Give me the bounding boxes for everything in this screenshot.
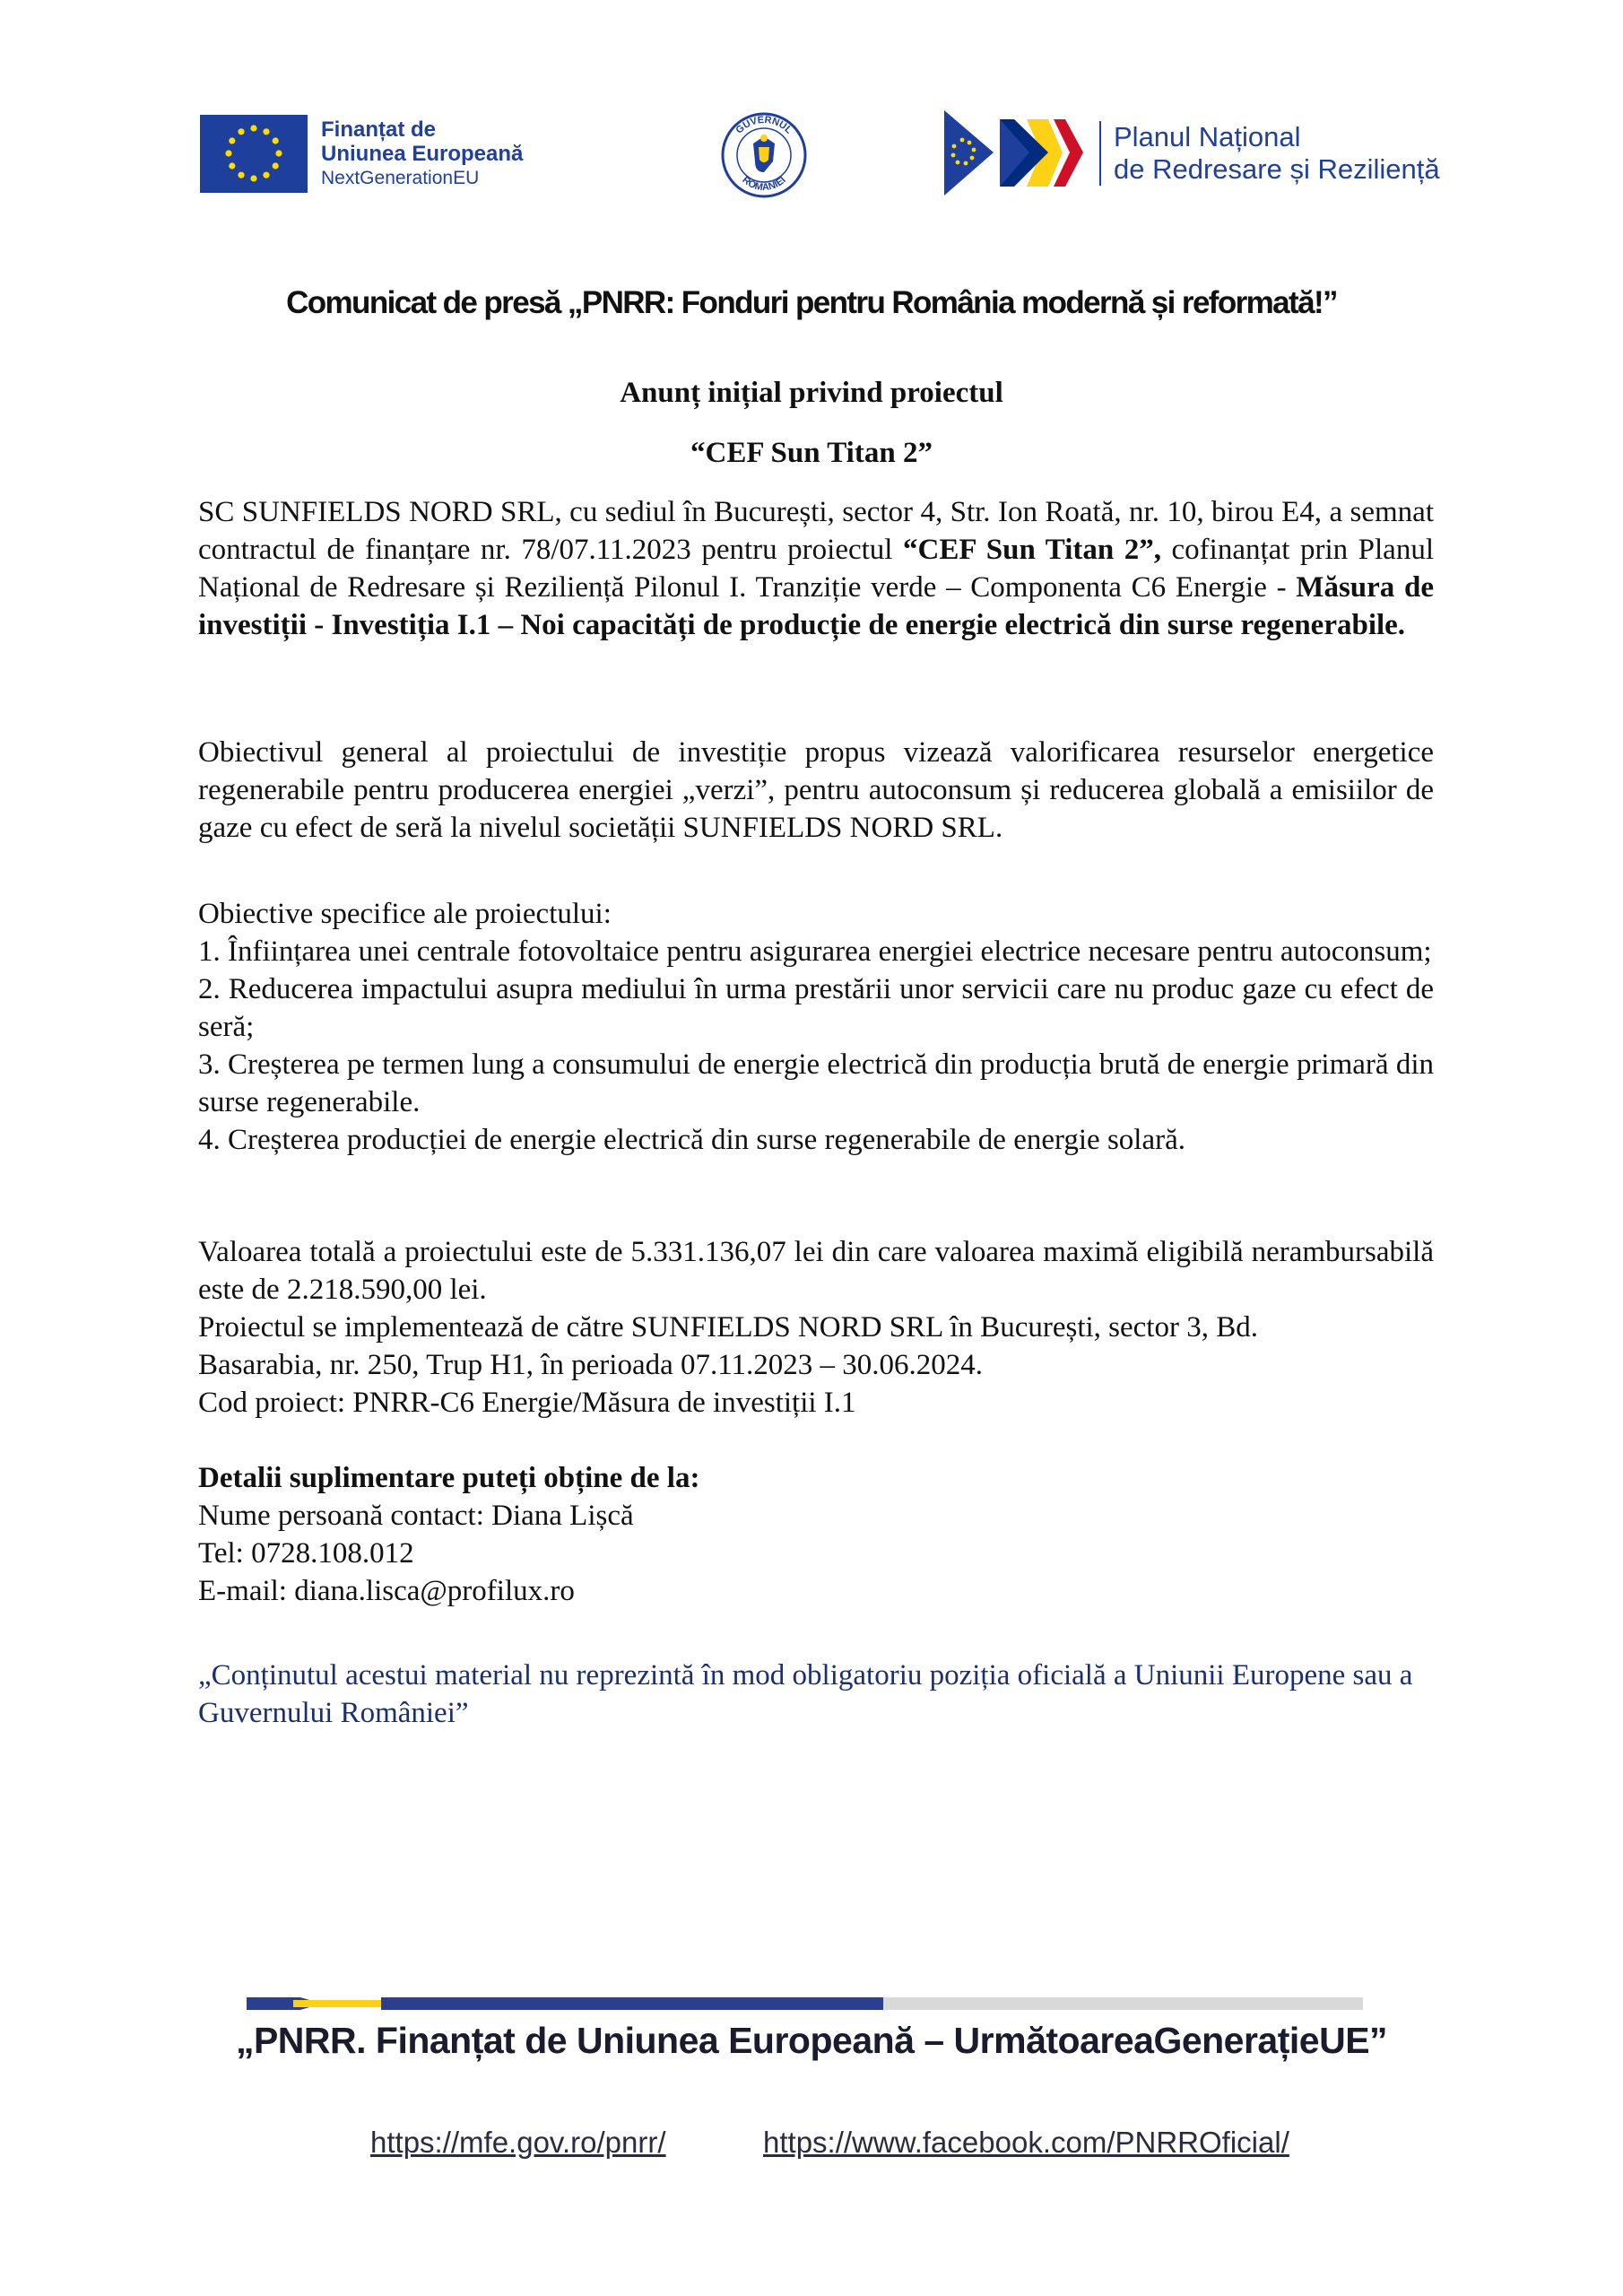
project-value-section (198, 1233, 1434, 1422)
general-objective-text: Obiectivul general al proiectului de investiție propus vizează valorificarea resurselor energetice regenerabile pentru producerea energiei „verzi”, pentru autoconsum și reducerea globală a emisiilor de gaze cu efect de seră la nivelul societății SUNFIELDS NORD SRL. (198, 736, 1434, 844)
facebook-pnrr-link[interactable]: https://www.facebook.com/PNRROficial/ (763, 2126, 1289, 2159)
eu-logo-line1: Finanțat de (321, 117, 437, 142)
contact-email: E-mail: diana.lisca@profilux.ro (198, 1575, 575, 1607)
press-release-title: Comunicat de presă „PNRR: Fonduri pentru România modernă și reformată!” (286, 285, 1337, 320)
specific-objective-item: 4. Creșterea producției de energie electrică din surse regenerabile de energie solară. (198, 1124, 1185, 1156)
mfe-pnrr-link[interactable]: https://mfe.gov.ro/pnrr/ (370, 2126, 666, 2159)
intro-paragraph (198, 493, 1434, 644)
intro-part2: cofinanțat prin Planul Național de Redresare și Reziliență Pilonul I. Tranziție verde – Componenta C6 Energie - (198, 534, 1434, 604)
footer-color-bar (247, 1994, 1363, 2013)
pnrr-arrows-icon (944, 110, 1083, 196)
disclaimer (198, 1657, 1434, 1732)
contact-name: Nume persoană contact: Diana Lișcă (198, 1500, 634, 1532)
project-code: Cod proiect: PNRR-C6 Energie/Măsura de investiții I.1 (198, 1387, 856, 1419)
intro-measure: Măsura de investiții - Investiția I.1 – Noi capacități de producție de energie electrică din surse regenerabile. (198, 571, 1434, 641)
project-value-text: Valoarea totală a proiectului este de 5.331.136,07 lei din care valoarea maximă eligibilă nerambursabilă este de 2.218.590,00 lei. (198, 1236, 1434, 1306)
specific-objective-item: 1. Înființarea unei centrale fotovoltaice pentru asigurarea energiei electrice necesare pentru autoconsum; (198, 935, 1432, 968)
logo-header (0, 106, 1623, 240)
seal-top-text: GUVERNUL (733, 114, 794, 136)
implementation-line1: Proiectul se implementează de către SUNFIELDS NORD SRL în București, sector 3, Bd. (198, 1311, 1258, 1344)
contact-phone: Tel: 0728.108.012 (198, 1537, 414, 1570)
specific-objective-item: 2. Reducerea impactului asupra mediului în urma prestării unor servicii care nu produc gaze cu efect de seră; (198, 973, 1434, 1043)
pnrr-logo (944, 110, 1440, 196)
project-name-subtitle: “CEF Sun Titan 2” (690, 437, 933, 469)
specific-objectives-section (198, 895, 1434, 1159)
eu-logo-line2: Uniunea Europeană (321, 142, 524, 166)
disclaimer-text: „Conținutul acestui material nu reprezintă în mod obligatoriu poziția oficială a Uniunii Europene sau a Guvernului României” (198, 1659, 1413, 1729)
eu-flag-icon (200, 115, 308, 193)
footer-slogan: „PNRR. Finanțat de Uniunea Europeană – UrmătoareaGenerațieUE” (235, 2020, 1388, 2061)
eu-logo-line3: NextGenerationEU (321, 168, 480, 188)
implementation-line2: Basarabia, nr. 250, Trup H1, în perioada 07.11.2023 – 30.06.2024. (198, 1349, 984, 1381)
government-seal-icon (719, 106, 809, 204)
specific-objectives-heading: Obiective specifice ale proiectului: (198, 898, 612, 930)
seal-bottom-text: ROMÂNIEI (740, 174, 788, 194)
contact-heading: Detalii suplimentare puteți obține de la: (198, 1462, 700, 1494)
pnrr-logo-line1: Planul Național (1114, 120, 1301, 152)
contact-section (198, 1459, 1434, 1610)
general-objective-paragraph (198, 734, 1434, 847)
intro-part1: SC SUNFIELDS NORD SRL, cu sediul în București, sector 4, Str. Ion Roată, nr. 10, birou E4, a semnat contractul de finanțare nr. 78/07.11.2023 pentru proiectul (198, 496, 1434, 566)
announcement-subtitle: Anunț inițial privind proiectul (620, 377, 1003, 409)
specific-objective-item: 3. Creșterea pe termen lung a consumului de energie electrică din producția brută de energie primară din surse regenerabile. (198, 1048, 1434, 1118)
intro-project-name: “CEF Sun Titan 2”, (902, 534, 1161, 566)
pnrr-logo-line2: de Redresare și Reziliență (1114, 152, 1440, 185)
eu-funding-logo (200, 115, 523, 193)
